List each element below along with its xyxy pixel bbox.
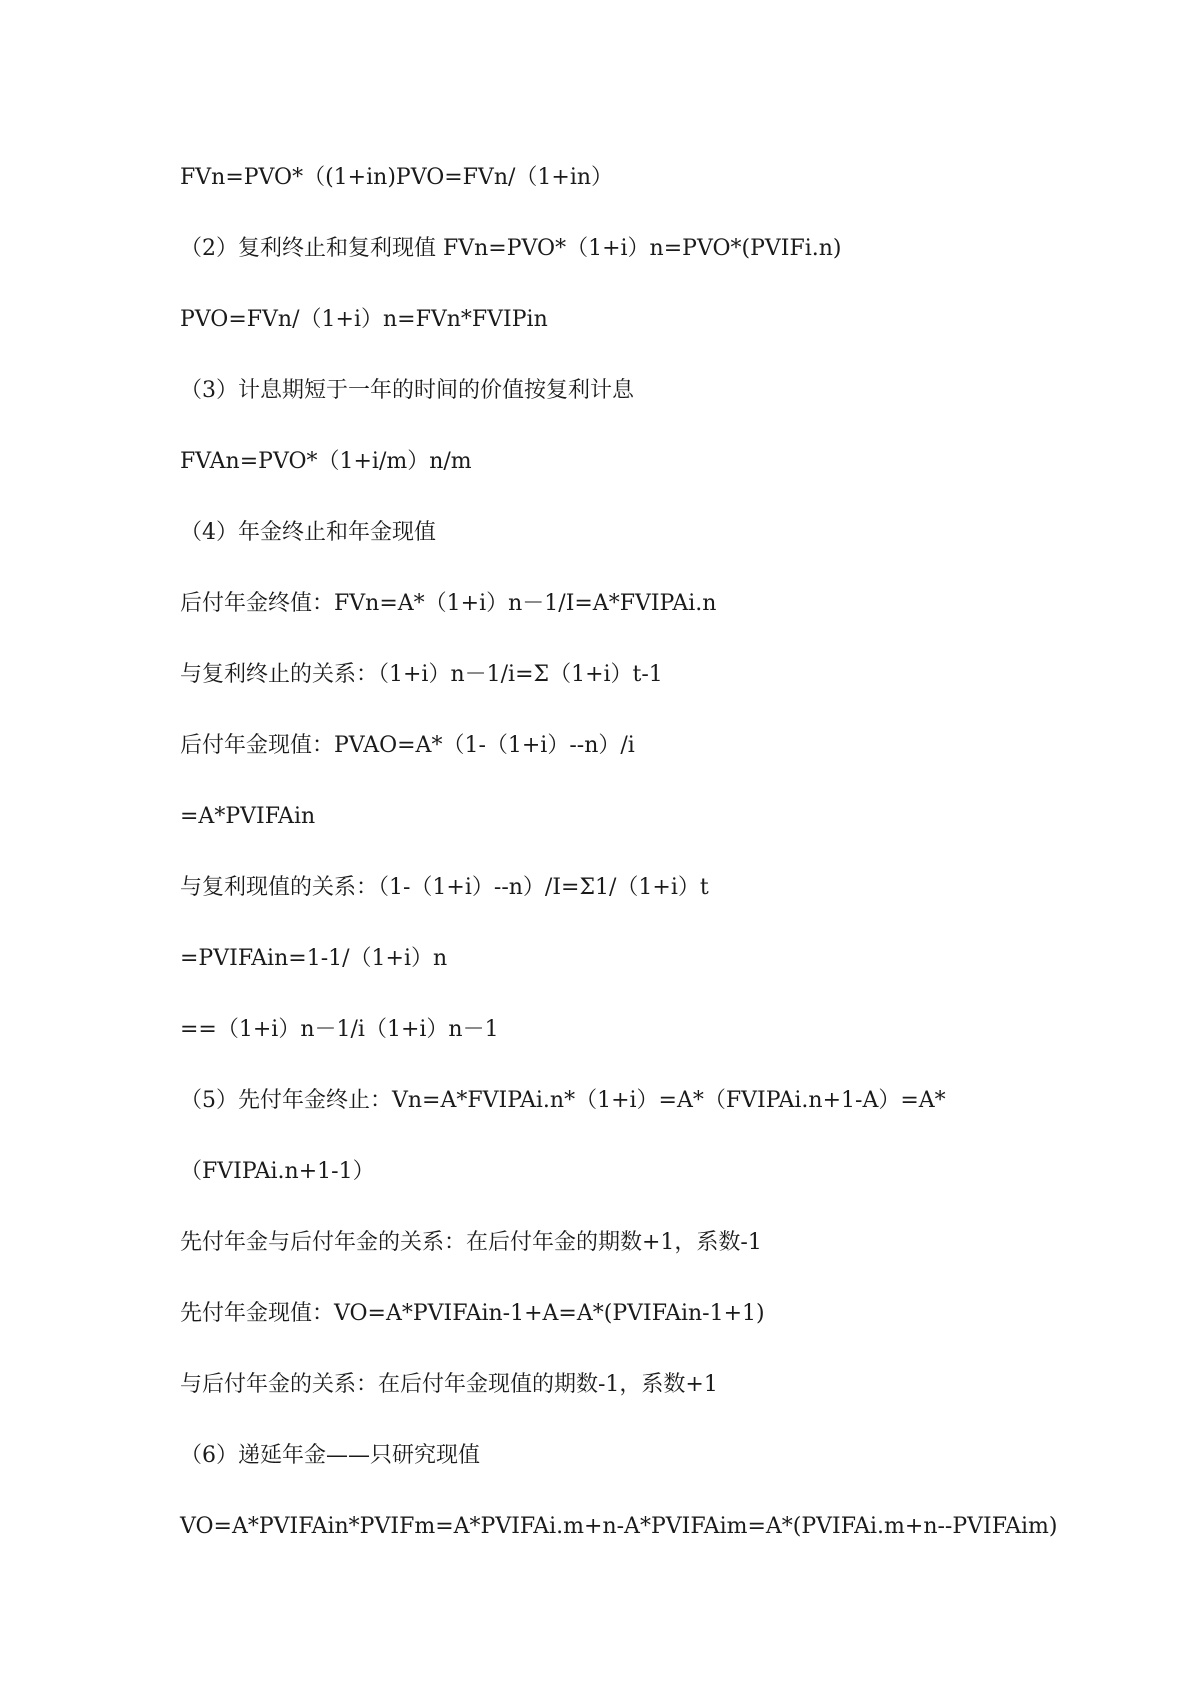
text-line: （5）先付年金终止：Vn=A*FVIPAi.n*（1+i）=A*（FVIPAi.n+1-A）=A* [180,1088,946,1113]
text-line: （4）年金终止和年金现值 [180,520,436,545]
text-line: FVn=PVO*（(1+in)PVO=FVn/（1+in） [180,165,614,190]
text-line: ==（1+i）n－1/i（1+i）n－1 [180,1017,499,1042]
text-line: =PVIFAin=1-1/（1+i）n [180,946,448,971]
text-line: 与复利现值的关系：（1-（1+i）--n）/I=Σ1/（1+i）t [180,875,709,900]
text-line: PVO=FVn/（1+i）n=FVn*FVIPin [180,307,548,332]
text-line: 与复利终止的关系：（1+i）n－1/i=Σ（1+i）t-1 [180,662,663,687]
text-line: （2）复利终止和复利现值 FVn=PVO*（1+i）n=PVO*(PVIFi.n) [180,236,842,261]
text-line: 后付年金现值：PVAO=A*（1-（1+i）--n）/i [180,733,635,758]
text-line: 先付年金与后付年金的关系：在后付年金的期数+1，系数-1 [180,1230,762,1255]
document-body [180,160,1058,1580]
text-line: （3）计息期短于一年的时间的价值按复利计息 [180,378,634,403]
text-line: 后付年金终值：FVn=A*（1+i）n－1/I=A*FVIPAi.n [180,591,717,616]
text-line: VO=A*PVIFAin*PVIFm=A*PVIFAi.m+n-A*PVIFAim=A*(PVIFAi.m+n--PVIFAim) [180,1514,1058,1539]
text-line: =A*PVIFAin [180,804,316,829]
text-line: （6）递延年金——只研究现值 [180,1443,480,1468]
text-line: FVAn=PVO*（1+i/m）n/m [180,449,472,474]
text-line: 与后付年金的关系：在后付年金现值的期数-1，系数+1 [180,1372,718,1397]
text-line: 先付年金现值：VO=A*PVIFAin-1+A=A*(PVIFAin-1+1) [180,1301,765,1326]
text-line: （FVIPAi.n+1-1） [180,1159,375,1184]
